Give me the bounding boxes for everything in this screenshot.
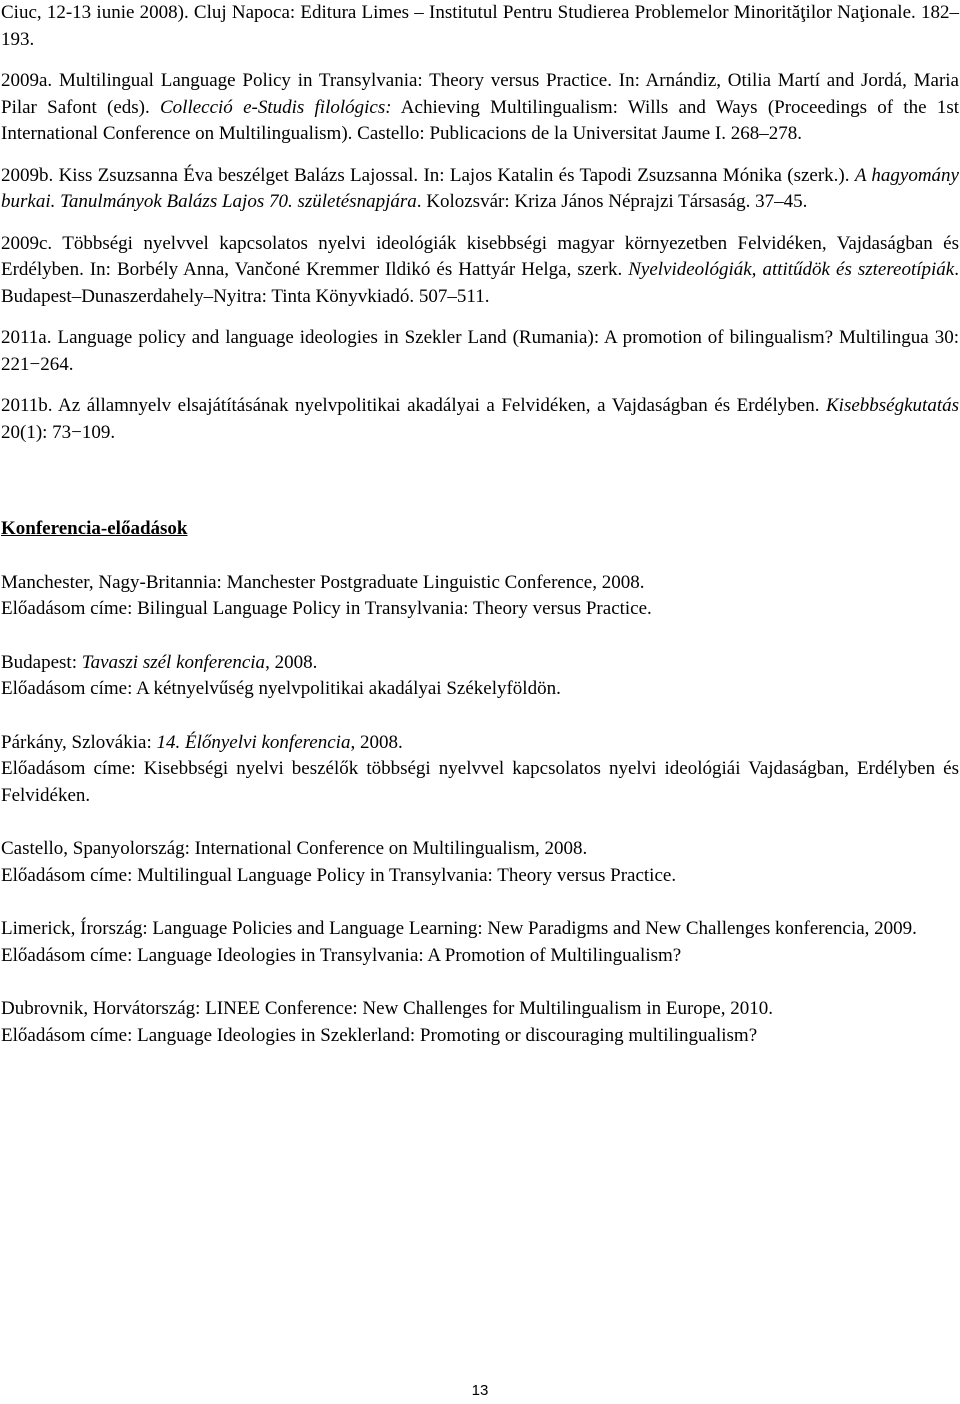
entry-year: 2009b. <box>1 164 54 186</box>
entry-text: Kiss Zsuzsanna Éva beszélget Balázs Lajossal. In: Lajos Katalin és Tapodi Zsuzsanna Mónika (szerk.). <box>53 164 855 186</box>
bibliography-entry-2009c <box>1 231 959 311</box>
section-heading: Konferencia-előadások <box>1 518 188 539</box>
entry-text: Language policy and language ideologies in Szekler Land (Rumania): A promotion of bilingualism? Multilingua 30: 221−264. <box>1 327 959 375</box>
bibliography-entry-2011a <box>1 325 959 378</box>
talk-title: Előadásom címe: Bilingual Language Policy in Transylvania: Theory versus Practice. <box>1 598 652 619</box>
entry-text-rest: . Budapest–Dunaszerdahely–Nyitra: Tinta Könyvkiadó. 507–511. <box>1 259 959 307</box>
conference-year: , 2008. <box>350 731 403 753</box>
conference-place: Castello, Spanyolország: International Conference on Multilingualism, 2008. <box>1 838 588 859</box>
conference-place: Budapest: <box>1 651 82 673</box>
entry-italic: A hagyomány burkai. Tanulmányok Balázs Lajos 70. születésnapjára <box>1 164 959 212</box>
entry-italic: Nyelvideológiák, attitűdök és sztereotípiák <box>628 259 955 280</box>
entry-text: Ciuc, 12-13 iunie 2008). Cluj Napoca: Editura Limes – Institutul Pentru Studierea Problemelor Minorităţilor Naţionale. 182–193. <box>1 2 959 50</box>
entry-text-rest: . Kolozsvár: Kriza János Néprajzi Társaság. 37–45. <box>416 191 808 212</box>
conference-place: Limerick, Írország: Language Policies and Language Learning: New Paradigms and New Challenges konferencia, 2009. <box>1 918 917 939</box>
conference-line <box>1 916 959 943</box>
entry-year: 2009a. <box>1 70 53 91</box>
conference-place: Manchester, Nagy-Britannia: Manchester Postgraduate Linguistic Conference, 2008. <box>1 571 645 593</box>
bibliography-entry-2011b <box>1 393 959 446</box>
entry-italic: Kisebbségkutatás <box>826 395 959 416</box>
talk-title: Előadásom címe: Language Ideologies in Transylvania: A Promotion of Multilingualism? <box>1 944 682 966</box>
entry-text: Többségi nyelvvel kapcsolatos nyelvi ideológiák kisebbségi magyar környezetben Felvidéken, Vajdaságban és Erdélyben. In: Borbély Anna, Vančoné Kremmer Ildikó és Hattyár Helga, szerk. <box>1 232 959 280</box>
bibliography-entry-2009b <box>1 163 959 216</box>
talk-title: Előadásom címe: A kétnyelvűség nyelvpolitikai akadályai Székelyföldön. <box>1 678 561 699</box>
entry-year: 2011a. <box>1 327 52 348</box>
bibliography-entry-continued <box>1 0 959 53</box>
conference-line <box>1 650 959 677</box>
entry-text: Az államnyelv elsajátításának nyelvpolitikai akadályai a Felvidéken, a Vajdaságban és Erdélyben. <box>52 395 826 416</box>
conference-line <box>1 836 959 863</box>
conference-place: Dubrovnik, Horvátország: LINEE Conference: New Challenges for Multilingualism in Europe, 2010. <box>1 998 773 1019</box>
page-number: 13 <box>471 1382 489 1399</box>
entry-year: 2011b. <box>1 395 53 416</box>
talk-title: Előadásom címe: Kisebbségi nyelvi beszélők többségi nyelvvel kapcsolatos nyelvi ideológiái Vajdaságban, Erdélyben és Felvidéken. <box>1 758 959 806</box>
entry-italic: Collecció e-Studis filológics: <box>160 96 392 118</box>
entry-text-rest: 20(1): 73−109. <box>1 421 116 443</box>
conference-place: Párkány, Szlovákia: <box>1 731 157 753</box>
entry-year: 2009c. <box>1 232 53 254</box>
conference-name: Tavaszi szél konferencia <box>81 651 266 673</box>
conference-line <box>1 996 959 1023</box>
talk-title: Előadásom címe: Multilingual Language Policy in Transylvania: Theory versus Practice. <box>1 864 677 886</box>
bibliography-entry-2009a <box>1 68 959 148</box>
talk-title: Előadásom címe: Language Ideologies in Szeklerland: Promoting or discouraging multilingualism? <box>1 1024 758 1046</box>
conference-line <box>1 730 959 757</box>
conference-name: 14. Élőnyelvi konferencia <box>156 731 351 753</box>
conference-year: , 2008. <box>265 651 318 673</box>
entry-text: Multilingual Language Policy in Transylvania: Theory versus Practice. In: Arnándiz, Otilia Martí and Jordá, Maria Pilar Safont (eds). <box>1 70 959 118</box>
conference-line <box>1 570 959 597</box>
entry-text-rest: Achieving Multilingualism: Wills and Ways (Proceedings of the 1st International Conference on Multilingualism). Castello: Publicacions de la Universitat Jaume I. 268–278. <box>1 96 959 144</box>
